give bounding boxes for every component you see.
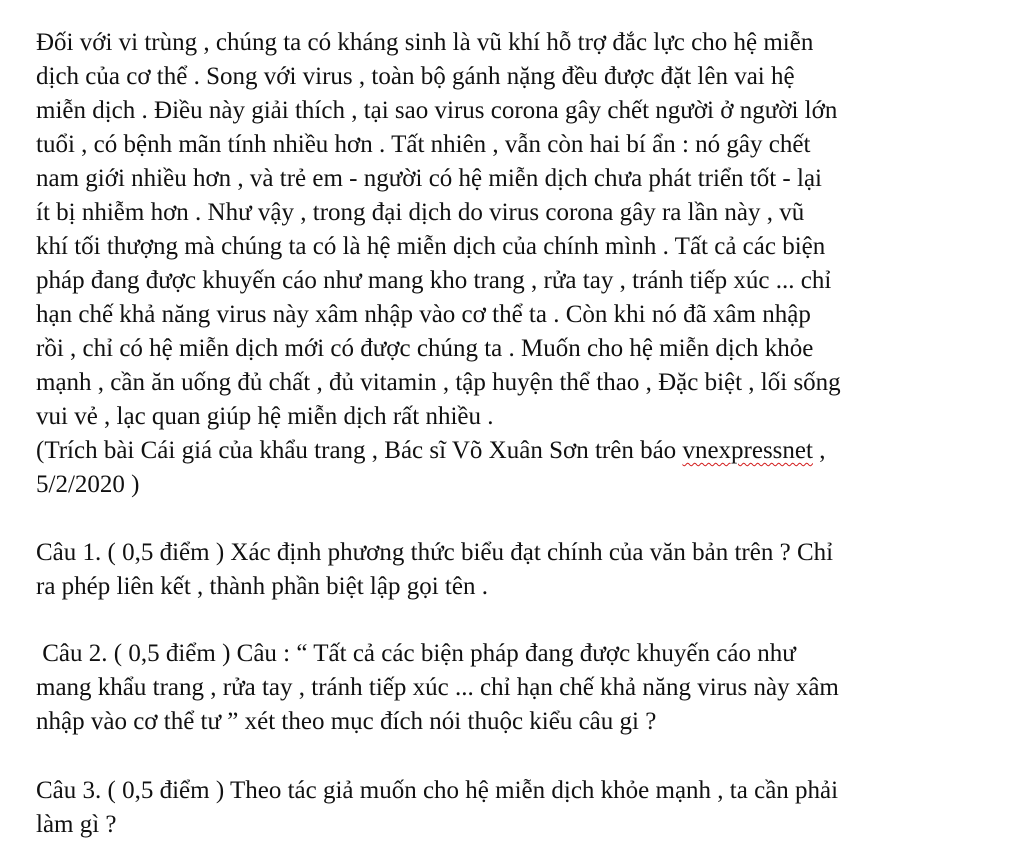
- passage-line-8: pháp đang được khuyến cáo như mang kho trang , rửa tay , tránh tiếp xúc ... chỉ: [36, 267, 832, 294]
- passage-line-6: ít bị nhiễm hơn . Như vậy , trong đại dịch do virus corona gây ra lần này , vũ: [36, 199, 805, 226]
- passage-line-3: miễn dịch . Điều này giải thích , tại sao virus corona gây chết người ở người lớn: [36, 97, 838, 124]
- citation-trailing: ,: [812, 437, 826, 464]
- passage-line-2: dịch của cơ thể . Song với virus , toàn bộ gánh nặng đều được đặt lên vai hệ: [36, 63, 795, 90]
- question-3-line-1: Câu 3. ( 0,5 điểm ) Theo tác giả muốn cho hệ miễn dịch khỏe mạnh , ta cần phải: [36, 777, 839, 804]
- question-1-line-2: ra phép liên kết , thành phần biệt lập gọi tên .: [36, 573, 488, 600]
- passage-line-11: mạnh , cần ăn uống đủ chất , đủ vitamin , tập huyện thể thao , Đặc biệt , lối sống: [36, 369, 841, 396]
- question-2-line-3: nhập vào cơ thể tư ” xét theo mục đích nói thuộc kiểu câu gi ?: [36, 708, 657, 735]
- passage-line-7: khí tối thượng mà chúng ta có là hệ miễn dịch của chính mình . Tất cả các biện: [36, 233, 826, 260]
- passage-line-4: tuổi , có bệnh mãn tính nhiều hơn . Tất nhiên , vẫn còn hai bí ẩn : nó gây chết: [36, 131, 811, 158]
- question-2-line-2: mang khẩu trang , rửa tay , tránh tiếp xúc ... chỉ hạn chế khả năng virus này xâm: [36, 674, 839, 701]
- question-2-line-1: Câu 2. ( 0,5 điểm ) Câu : “ Tất cả các biện pháp đang được khuyến cáo như: [36, 640, 796, 667]
- question-3-line-2: làm gì ?: [36, 811, 117, 838]
- citation-source: vnexpressnet: [682, 437, 813, 464]
- passage-line-12: vui vẻ , lạc quan giúp hệ miễn dịch rất nhiều .: [36, 403, 494, 430]
- question-1-line-1: Câu 1. ( 0,5 điểm ) Xác định phương thức biểu đạt chính của văn bản trên ? Chỉ: [36, 539, 834, 566]
- passage-line-9: hạn chế khả năng virus này xâm nhập vào cơ thể ta . Còn khi nó đã xâm nhập: [36, 301, 811, 328]
- citation-text: (Trích bài Cái giá của khẩu trang , Bác sĩ Võ Xuân Sơn trên báo: [36, 437, 683, 464]
- passage-line-1: Đối với vi trùng , chúng ta có kháng sinh là vũ khí hỗ trợ đắc lực cho hệ miễn: [36, 29, 814, 56]
- passage-line-5: nam giới nhiều hơn , và trẻ em - người có hệ miễn dịch chưa phát triển tốt - lại: [36, 165, 822, 192]
- citation-date: 5/2/2020 ): [36, 471, 140, 498]
- passage-line-10: rồi , chỉ có hệ miễn dịch mới có được chúng ta . Muốn cho hệ miễn dịch khỏe: [36, 335, 814, 362]
- citation-line: [36, 434, 825, 468]
